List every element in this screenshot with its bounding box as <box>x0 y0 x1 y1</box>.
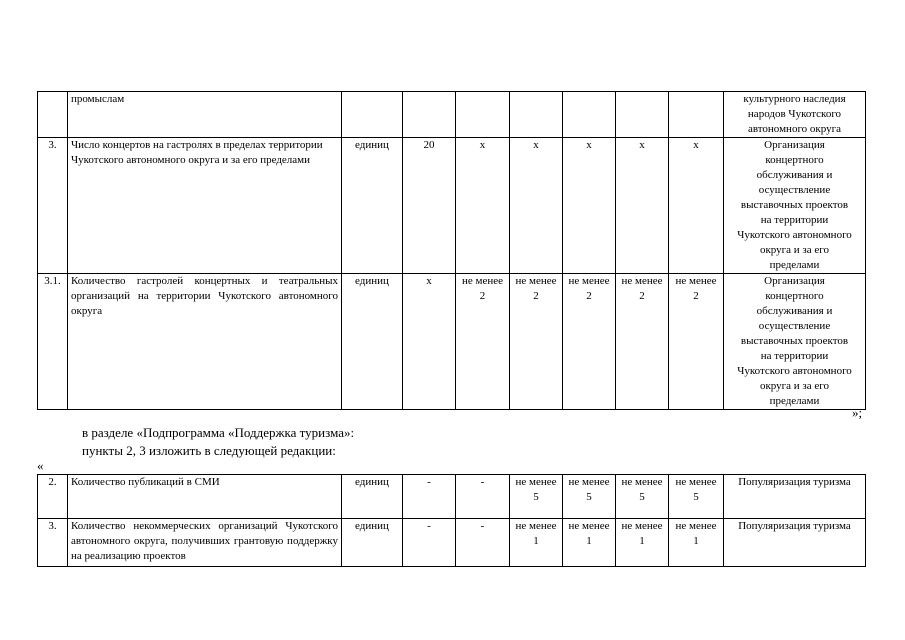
indicator-name: Количество некоммерческих организаций Чукотского автономного округа, получивших грантовую поддержку на реализацию проектов <box>68 519 342 567</box>
note-cell <box>724 138 866 274</box>
note-line: выставочных проектов <box>740 199 849 211</box>
value-cell: не менее 1 <box>616 519 669 567</box>
note-line: концертного <box>765 154 824 166</box>
value-cell: не менее 2 <box>616 274 669 410</box>
value-cell: x <box>510 138 563 274</box>
note-line: народов Чукотского <box>747 108 842 120</box>
value-cell: не менее 2 <box>510 274 563 410</box>
value-cell: x <box>669 138 724 274</box>
note-cell: Популяризация туризма <box>724 519 866 567</box>
note-line: обслуживания и <box>756 305 833 317</box>
value-cell: - <box>403 519 456 567</box>
value-cell: не менее 1 <box>563 519 616 567</box>
value-cell <box>669 92 724 138</box>
section-instruction: в разделе «Подпрограмма «Поддержка туризма»: <box>82 425 355 440</box>
value-cell: не менее 5 <box>563 475 616 519</box>
opening-quote: « <box>37 458 44 473</box>
value-cell: - <box>456 519 510 567</box>
note-line: Организация <box>764 139 825 151</box>
indicator-name: промыслам <box>68 92 342 138</box>
value-cell: не менее 5 <box>510 475 563 519</box>
indicators-table-tourism <box>37 474 866 567</box>
value-cell <box>456 92 510 138</box>
note-line: округа и за его <box>759 380 830 392</box>
indicator-name: Число концертов на гастролях в пределах территории Чукотского автономного округа и за его пределами <box>68 138 342 274</box>
value-cell: 20 <box>403 138 456 274</box>
note-line: пределами <box>769 259 820 271</box>
row-number: 3. <box>38 138 68 274</box>
note-line: на территории <box>760 214 829 226</box>
table-row <box>38 138 866 274</box>
note-line: Чукотского автономного <box>737 365 852 377</box>
value-cell: x <box>616 138 669 274</box>
table-row <box>38 475 866 519</box>
unit-cell: единиц <box>342 475 403 519</box>
indicator-name: Количество гастролей концертных и театральных организаций на территории Чукотского автономного округа <box>68 274 342 410</box>
value-cell: не менее 2 <box>669 274 724 410</box>
note-line: выставочных проектов <box>740 335 849 347</box>
note-line: на территории <box>760 350 829 362</box>
value-cell <box>616 92 669 138</box>
value-cell <box>563 92 616 138</box>
table-row <box>38 274 866 410</box>
table-row <box>38 92 866 138</box>
note-line: округа и за его <box>759 244 830 256</box>
row-number: 3. <box>38 519 68 567</box>
value-cell: x <box>403 274 456 410</box>
indicators-table-culture <box>37 91 866 410</box>
note-line: осуществление <box>758 320 831 332</box>
note-line: обслуживания и <box>756 169 833 181</box>
note-line: Организация <box>764 275 825 287</box>
value-cell: не менее 2 <box>456 274 510 410</box>
note-line: автономного округа <box>747 123 842 135</box>
note-cell <box>724 92 866 138</box>
value-cell: - <box>456 475 510 519</box>
note-cell <box>724 274 866 410</box>
unit-cell: единиц <box>342 138 403 274</box>
value-cell <box>510 92 563 138</box>
items-instruction: пункты 2, 3 изложить в следующей редакции: <box>82 443 336 458</box>
value-cell: не менее 1 <box>510 519 563 567</box>
closing-quote: »; <box>852 405 863 420</box>
note-line: концертного <box>765 290 824 302</box>
value-cell: x <box>563 138 616 274</box>
value-cell: - <box>403 475 456 519</box>
row-number: 2. <box>38 475 68 519</box>
value-cell: не менее 2 <box>563 274 616 410</box>
unit-cell: единиц <box>342 274 403 410</box>
unit-cell <box>342 92 403 138</box>
indicator-name: Количество публикаций в СМИ <box>68 475 342 519</box>
value-cell: не менее 5 <box>669 475 724 519</box>
value-cell: x <box>456 138 510 274</box>
note-line: культурного наследия <box>743 93 846 105</box>
note-line: осуществление <box>758 184 831 196</box>
row-number <box>38 92 68 138</box>
value-cell <box>403 92 456 138</box>
note-line: Чукотского автономного <box>737 229 852 241</box>
note-cell: Популяризация туризма <box>724 475 866 519</box>
table-row <box>38 519 866 567</box>
row-number: 3.1. <box>38 274 68 410</box>
value-cell: не менее 5 <box>616 475 669 519</box>
unit-cell: единиц <box>342 519 403 567</box>
value-cell: не менее 1 <box>669 519 724 567</box>
note-line: пределами <box>769 395 820 407</box>
